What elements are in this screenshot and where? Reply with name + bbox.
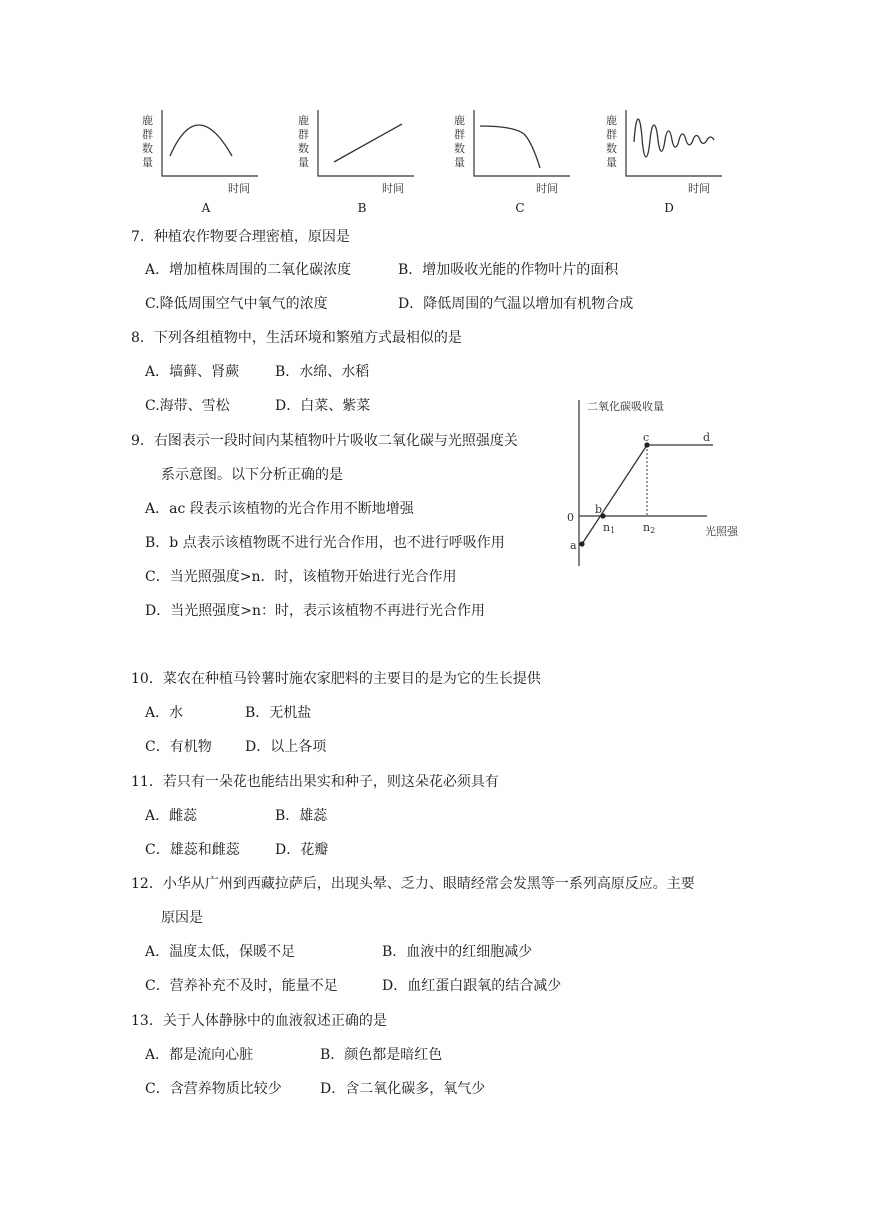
question-8-option-d: D．白菜、紫菜 bbox=[275, 398, 371, 414]
question-8-option-b: B．水绵、水稻 bbox=[275, 364, 370, 380]
question-8-option-a: A．墙藓、肾蕨 bbox=[145, 364, 240, 380]
question-12-option-c: C．营养补充不及时，能量不足 bbox=[145, 978, 338, 994]
co2-chart-label-c: c bbox=[643, 431, 650, 444]
graph-xlabel: 时间 bbox=[688, 182, 710, 195]
graph-curve bbox=[170, 125, 232, 156]
graph-option-label: D bbox=[664, 201, 674, 215]
question-10-option-b: B．无机盐 bbox=[245, 705, 312, 721]
graph-xlabel: 时间 bbox=[536, 182, 558, 195]
question-12-stem-line2: 原因是 bbox=[161, 910, 203, 926]
question-9-option-d: D．当光照强度>n：时，表示该植物不再进行光合作用 bbox=[145, 603, 485, 619]
question-9-stem-line2: 系示意图。以下分析正确的是 bbox=[161, 467, 343, 483]
graph-ylabel-char: 群 bbox=[454, 128, 465, 141]
question-8-option-c: C.海带、雪松 bbox=[145, 398, 230, 414]
graph-ylabel-char: 鹿 bbox=[298, 114, 309, 127]
question-9-option-a: A．ac 段表示该植物的光合作用不断地增强 bbox=[145, 501, 414, 517]
question-9-option-c: C．当光照强度>n．时，该植物开始进行光合作用 bbox=[145, 569, 457, 585]
question-9-stem-line1: 9．右图表示一段时间内某植物叶片吸收二氧化碳与光照强度关 bbox=[131, 433, 518, 449]
graph-ylabel-char: 群 bbox=[606, 128, 617, 141]
graph-option-label: A bbox=[201, 201, 211, 215]
co2-chart-xlabel: 光照强 bbox=[705, 525, 738, 538]
graph-ylabel-char: 鹿 bbox=[454, 114, 465, 127]
question-13-option-d: D．含二氧化碳多，氧气少 bbox=[320, 1081, 486, 1097]
graph-option-d bbox=[604, 106, 732, 196]
graph-ylabel-char: 量 bbox=[606, 156, 617, 169]
graph-option-label: B bbox=[357, 201, 367, 215]
question-7-option-c: C.降低周围空气中氧气的浓度 bbox=[145, 296, 328, 312]
question-7-option-d: D．降低周围的气温以增加有机物合成 bbox=[398, 296, 634, 312]
question-9-option-b: B．b 点表示该植物既不进行光合作用，也不进行呼吸作用 bbox=[145, 535, 505, 551]
graph-curve bbox=[334, 124, 402, 162]
graph-axes bbox=[626, 110, 722, 176]
graph-ylabel-char: 数 bbox=[454, 142, 465, 155]
graph-ylabel-char: 群 bbox=[298, 128, 309, 141]
graph-ylabel-char: 量 bbox=[142, 156, 153, 169]
graph-option-c bbox=[452, 106, 580, 196]
graph-ylabel-char: 量 bbox=[454, 156, 465, 169]
co2-chart-label-n2: n2 bbox=[643, 521, 656, 535]
question-11-option-b: B．雄蕊 bbox=[275, 808, 328, 824]
co2-chart-point-a bbox=[579, 541, 584, 546]
question-11-option-c: C．雄蕊和雌蕊 bbox=[145, 842, 240, 858]
question-13-option-a: A．都是流向心脏 bbox=[145, 1047, 254, 1063]
graph-ylabel-char: 鹿 bbox=[606, 114, 617, 127]
graph-ylabel-char: 数 bbox=[142, 142, 153, 155]
graph-axes bbox=[474, 110, 570, 176]
question-7-option-b: B．增加吸收光能的作物叶片的面积 bbox=[398, 262, 619, 278]
question-7-stem: 7．种植农作物要合理密植，原因是 bbox=[131, 229, 350, 245]
question-10-option-a: A．水 bbox=[145, 705, 184, 721]
co2-chart-label-b: b bbox=[595, 503, 603, 516]
co2-chart-ylabel: 二氧化碳吸收量 bbox=[587, 400, 664, 413]
graph-ylabel-char: 数 bbox=[298, 142, 309, 155]
question-13-option-b: B．颜色都是暗红色 bbox=[320, 1047, 443, 1063]
co2-chart-label-n1: n1 bbox=[603, 521, 616, 535]
question-12-option-a: A．温度太低，保暖不足 bbox=[145, 944, 296, 960]
co2-light-chart bbox=[565, 394, 749, 566]
graph-xlabel: 时间 bbox=[382, 182, 404, 195]
question-13-stem: 13．关于人体静脉中的血液叙述正确的是 bbox=[131, 1013, 387, 1029]
graph-axes bbox=[318, 110, 414, 176]
co2-chart-label-d: d bbox=[703, 431, 711, 444]
question-13-option-c: C．含营养物质比较少 bbox=[145, 1081, 282, 1097]
question-12-option-b: B．血液中的红细胞减少 bbox=[382, 944, 533, 960]
question-8-stem: 8．下列各组植物中，生活环境和繁殖方式最相似的是 bbox=[131, 330, 462, 346]
question-7-option-a: A．增加植株周围的二氧化碳浓度 bbox=[145, 262, 352, 278]
graph-ylabel-char: 群 bbox=[142, 128, 153, 141]
question-12-option-d: D．血红蛋白跟氧的结合减少 bbox=[382, 978, 562, 994]
co2-chart-label-a: a bbox=[570, 539, 577, 552]
co2-chart-origin: 0 bbox=[567, 511, 574, 524]
graph-option-a bbox=[140, 106, 268, 196]
graph-ylabel-char: 数 bbox=[606, 142, 617, 155]
question-11-option-d: D．花瓣 bbox=[275, 842, 329, 858]
graph-ylabel-char: 鹿 bbox=[142, 114, 153, 127]
graph-curve bbox=[480, 126, 540, 168]
graph-option-b bbox=[296, 106, 424, 196]
graph-ylabel-char: 量 bbox=[298, 156, 309, 169]
question-11-stem: 11．若只有一朵花也能结出果实和种子，则这朵花必须具有 bbox=[131, 774, 499, 790]
question-10-stem: 10．菜农在种植马铃薯时施农家肥料的主要目的是为它的生长提供 bbox=[131, 671, 541, 687]
graph-curve bbox=[634, 119, 714, 157]
graph-option-label: C bbox=[515, 201, 525, 215]
question-11-option-a: A．雌蕊 bbox=[145, 808, 198, 824]
question-12-stem-line1: 12．小华从广州到西藏拉萨后，出现头晕、乏力、眼睛经常会发黑等一系列高原反应。主要 bbox=[131, 876, 695, 892]
question-10-option-d: D．以上各项 bbox=[245, 739, 327, 755]
question-10-option-c: C．有机物 bbox=[145, 739, 212, 755]
graph-xlabel: 时间 bbox=[228, 182, 250, 195]
